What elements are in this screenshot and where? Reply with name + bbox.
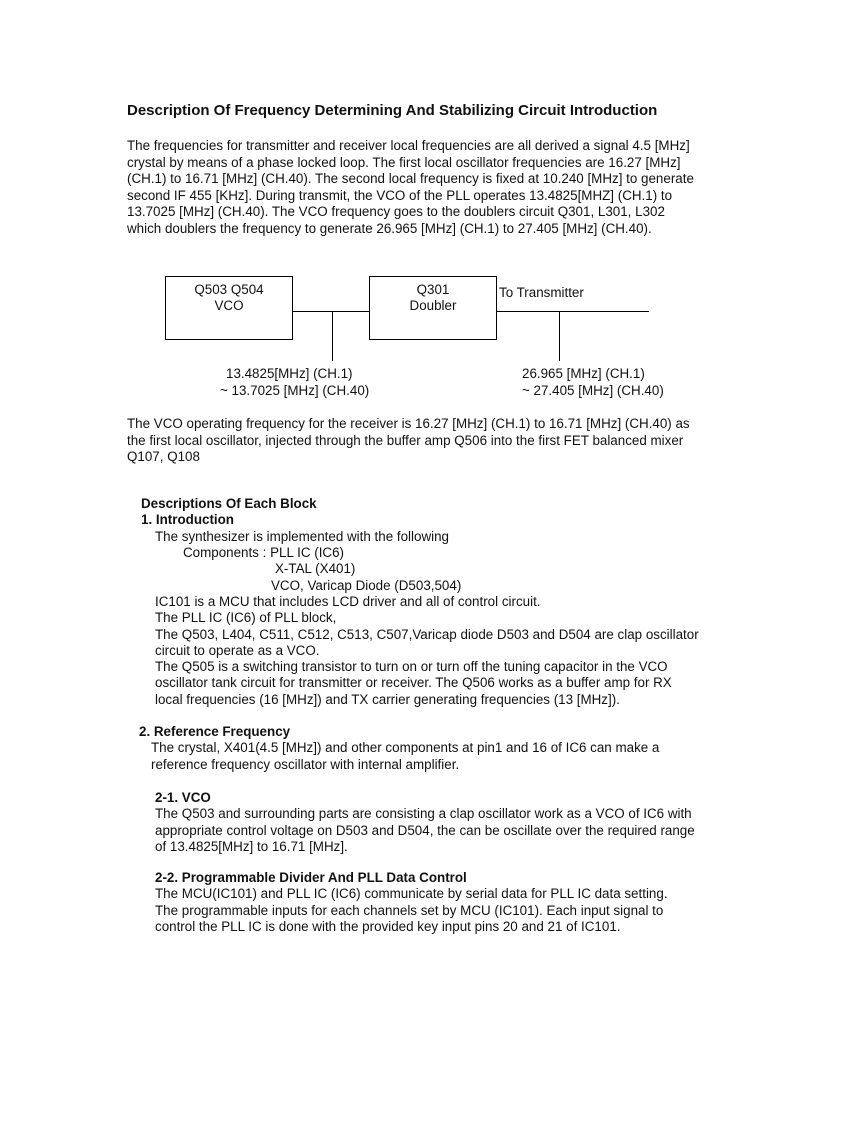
section-2-2-heading: 2-2. Programmable Divider And PLL Data Control — [155, 870, 467, 885]
output-line — [497, 311, 649, 312]
doubler-block-line1: Q301 — [416, 282, 450, 297]
left-freq-line1: 13.4825[MHz] (CH.1) — [226, 366, 353, 381]
right-freq-line1: 26.965 [MHz] (CH.1) — [522, 366, 645, 381]
receiver-paragraph — [127, 416, 690, 466]
intro-paragraph — [127, 138, 694, 238]
text-line: crystal by means of a phase locked loop. The first local oscillator frequencies are 16.27 [MHz] — [127, 154, 681, 170]
text-line: which doublers the frequency to generate 26.965 [MHz] (CH.1) to 27.405 [MHz] (CH.40). — [127, 220, 652, 236]
text-line: IC101 is a MCU that includes LCD driver and all of control circuit. — [155, 594, 541, 609]
right-freq-line2: ~ 27.405 [MHz] (CH.40) — [522, 382, 664, 398]
left-freq-line2: ~ 13.7025 [MHz] (CH.40) — [220, 382, 370, 398]
doubler-block — [369, 276, 497, 340]
page-title: Description Of Frequency Determining And Stabilizing Circuit Introduction — [127, 102, 658, 119]
text-line: (CH.1) to 16.71 [MHz] (CH.40). The second local frequency is fixed at 10.240 [MHz] to generate — [127, 171, 694, 187]
section-1-body — [155, 594, 699, 708]
section-2-2-body — [155, 886, 668, 936]
text-line: control the PLL IC is done with the provided key input pins 20 and 21 of IC101. — [155, 919, 621, 935]
text-line: circuit to operate as a VCO. — [155, 642, 320, 658]
left-frequency-label — [220, 366, 370, 399]
text-line: appropriate control voltage on D503 and D504, the can be oscillate over the required range — [155, 822, 695, 838]
components-label: Components : PLL IC (IC6) — [183, 545, 345, 560]
text-line: 13.7025 [MHz] (CH.40). The VCO frequency goes to the doublers circuit Q301, L301, L302 — [127, 204, 665, 220]
text-line: The MCU(IC101) and PLL IC (IC6) communicate by serial data for PLL IC data setting. — [155, 886, 668, 901]
section-2-1-body — [155, 806, 695, 856]
text-line: The Q505 is a switching transistor to turn on or turn off the tuning capacitor in the VCO — [155, 659, 668, 675]
text-line: Q107, Q108 — [127, 449, 200, 465]
section-2-1-heading: 2-1. VCO — [155, 790, 211, 805]
text-line: oscillator tank circuit for transmitter or receiver. The Q506 works as a buffer amp for RX — [155, 675, 672, 691]
text-line: the first local oscillator, injected through the buffer amp Q506 into the first FET balanced mixer — [127, 432, 684, 448]
section-1-heading: 1. Introduction — [141, 512, 234, 527]
connector-line — [559, 311, 560, 361]
text-line: The PLL IC (IC6) of PLL block, — [155, 610, 337, 626]
doubler-block-line2: Doubler — [409, 298, 457, 313]
connector-line — [332, 311, 333, 361]
text-line: The frequencies for transmitter and receiver local frequencies are all derived a signal 4.5 [MHz] — [127, 138, 690, 153]
section-2-heading: 2. Reference Frequency — [139, 724, 291, 739]
blocks-heading: Descriptions Of Each Block — [141, 496, 317, 511]
right-frequency-label — [522, 366, 664, 399]
vco-block-line2: VCO — [214, 298, 244, 313]
connector-line — [293, 311, 369, 312]
text-line: The Q503, L404, C511, C512, C513, C507,Varicap diode D503 and D504 are clap oscillator — [155, 626, 699, 642]
vco-block-line1: Q503 Q504 — [194, 282, 264, 297]
text-line: The VCO operating frequency for the receiver is 16.27 [MHz] (CH.1) to 16.71 [MHz] (CH.40) as — [127, 416, 690, 431]
section-2-body — [151, 740, 659, 773]
text-line: The Q503 and surrounding parts are consisting a clap oscillator work as a VCO of IC6 with — [155, 806, 692, 821]
component-xtal: X-TAL (X401) — [275, 561, 356, 576]
to-transmitter-label: To Transmitter — [499, 285, 584, 300]
text-line: local frequencies (16 [MHz]) and TX carrier generating frequencies (13 [MHz]). — [155, 691, 620, 707]
text-line: second IF 455 [KHz]. During transmit, the VCO of the PLL operates 13.4825[MHZ] (CH.1) to — [127, 187, 673, 203]
text-line: The programmable inputs for each channels set by MCU (IC101). Each input signal to — [155, 902, 664, 918]
text-line: of 13.4825[MHz] to 16.71 [MHz]. — [155, 839, 348, 855]
component-vco: VCO, Varicap Diode (D503,504) — [271, 578, 462, 593]
section-1-line1: The synthesizer is implemented with the following — [155, 529, 449, 544]
text-line: reference frequency oscillator with internal amplifier. — [151, 756, 460, 772]
text-line: The crystal, X401(4.5 [MHz]) and other components at pin1 and 16 of IC6 can make a — [151, 740, 660, 755]
vco-block — [165, 276, 293, 340]
